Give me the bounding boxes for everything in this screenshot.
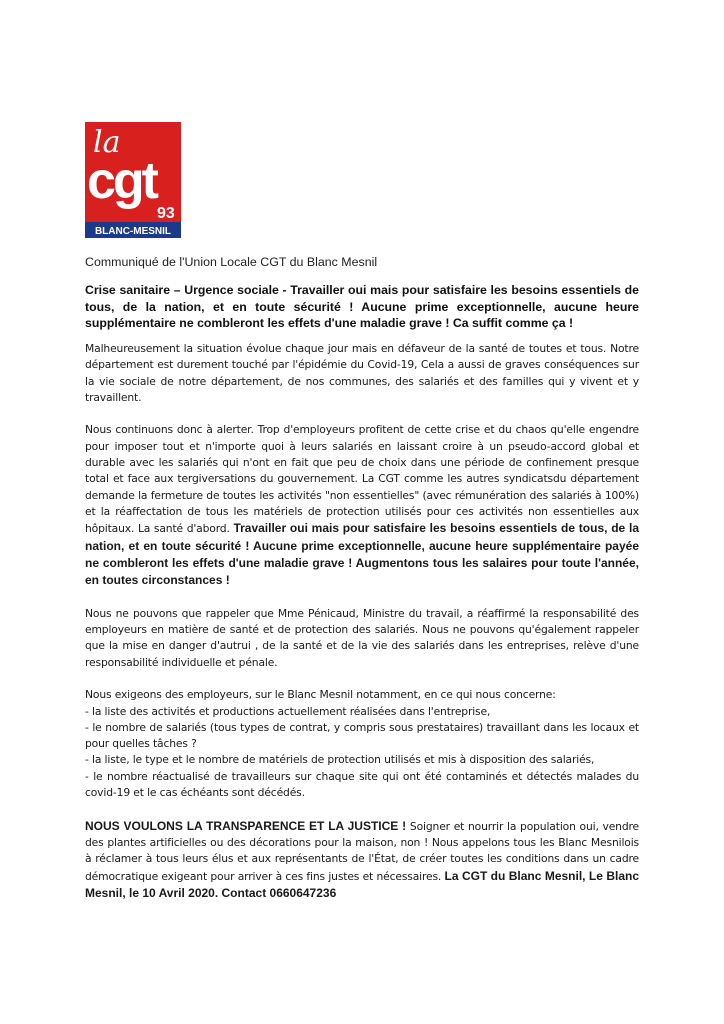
demand-item: - la liste, le type et le nombre de matériels de protection utilisés et mis à disposition des salariés, [85,753,595,767]
paragraph-alert-text: Nous continuons donc à alerter. Trop d'employeurs profitent de cette crise et du chaos qu'elle engendre pour imposer tout et n'importe quoi à leurs salariés en laissant croire à un pseudo-accord global et durable avec les salariés qui n'ont en fait que peu de choix dans une période de confinement presque total et face aux tergiversations du gouvernement. La CGT comme les autres syndicatsdu département demande la fermeture de toutes les activités "non essentielles" (avec rémunération des salariés à 100%) et la réaffectation de tous les matériels de protection utilisés pour ces activités non essentielles aux hôpitaux. La santé d'abord. [85,423,639,536]
document-body [85,341,639,902]
cgt-logo-graphic [85,122,181,238]
demand-item: - le nombre réactualisé de travailleurs sur chaque site qui ont été contaminés et détectés malades du covid-19 et le cas échéants sont décédés. [85,769,639,800]
demands-intro: Nous exigeons des employeurs, sur le Blanc Mesnil notamment, en ce qui nous concerne: [85,688,556,702]
paragraph-alert-bold: Travailler oui mais pour satisfaire les besoins essentiels de tous, de la nation, et en toute sécurité ! Aucune prime exceptionnelle, aucune heure supplémentaire payée ne combleront les effets d'une maladie grave ! Augmentons tous les salaires pour toute l'année, en toutes circonstances ! [85,521,639,588]
communique-subtitle: Communiqué de l'Union Locale CGT du Blanc Mesnil [85,255,378,269]
paragraph-alert [85,422,639,589]
logo-la-text: la [93,125,121,160]
paragraph-conclusion [85,818,639,902]
logo-city-text: BLANC-MESNIL [94,226,172,237]
demand-item: - le nombre de salariés (tous types de contrat, y compris sous prestataires) travaillant dans les locaux et pour quelles tâches ? [85,720,639,751]
headline: Crise sanitaire – Urgence sociale - Travailler oui mais pour satisfaire les besoins essentiels de tous, de la nation, et en toute sécurité ! Aucune prime exceptionnelle, aucune heure supplémentaire ne combleront les effets d'une maladie grave ! Ca suffit comme ça ! [85,283,639,330]
logo-dept-text: 93 [157,205,175,222]
logo-cgt-text: cgt [87,152,156,210]
demand-item: - la liste des activités et productions actuellement réalisées dans l'entreprise, [85,704,491,718]
conclusion-text: Soigner et nourrir la population oui, vendre des plantes artificielles ou des décorations pour la maison, non ! Nous appelons tous les Blanc Mesnilois à réclamer à tous leurs élus et aux représentants de l'État, de créer toutes les conditions dans un cadre démocratique exigeant pour arriver à ces fins justes et nécessaires. [85,819,639,883]
paragraph-demands [85,687,639,801]
paragraph-responsibility: Nous ne pouvons que rappeler que Mme Pénicaud, Ministre du travail, a réaffirmé la responsabilité des employeurs en matière de santé et de protection des salariés. Nous ne pouvons qu'également rappeler que la mise en danger d'autrui , de la santé et de la vie des salariés dans les entreprises, relève d'une responsabilité individuelle et pénale. [85,606,639,669]
cgt-logo [85,122,181,238]
signature: La CGT du Blanc Mesnil, Le Blanc Mesnil, le 10 Avril 2020. Contact 0660647236 [85,868,639,900]
paragraph-situation: Malheureusement la situation évolue chaque jour mais en défaveur de la santé de toutes et tous. Notre département est durement touché par l'épidémie du Covid-19, Cela a aussi de graves conséquences sur la vie sociale de notre département, de nos communes, des salariés et des familles qui y vivent et y travaillent. [85,342,639,404]
conclusion-bold-start: NOUS VOULONS LA TRANSPARENCE ET LA JUSTICE ! [85,818,407,833]
